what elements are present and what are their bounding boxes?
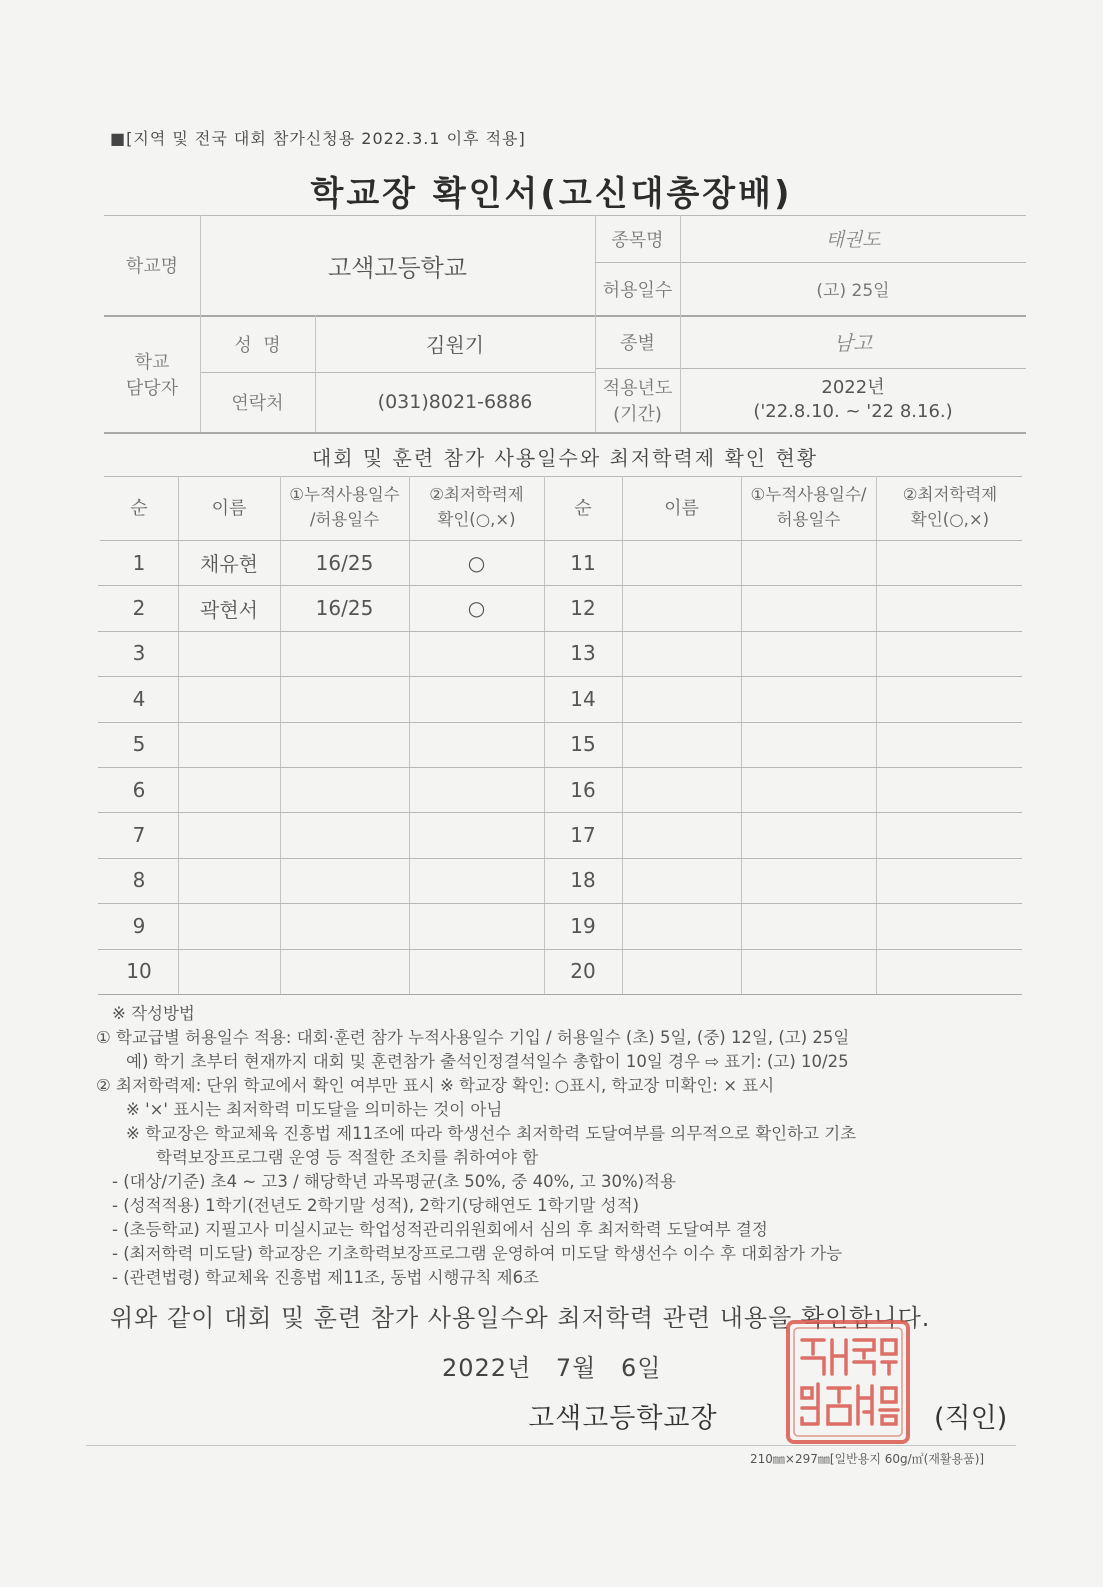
row-seq-right: 18 [570, 868, 596, 893]
row-days-right [741, 949, 876, 994]
header-min-right [876, 476, 1024, 540]
row-days-right [741, 812, 876, 857]
row-name-left: 채유현 [200, 552, 258, 577]
row-seq-left: 2 [132, 596, 146, 621]
header-min-right-line-1: ②최저학력제 [902, 485, 998, 505]
type-value: 남고 [833, 331, 873, 355]
row-name-left [178, 676, 280, 721]
row-days-left: 16/25 [315, 596, 374, 621]
row-seq-right: 13 [570, 641, 596, 666]
year-label [595, 368, 680, 432]
row-name-left [178, 858, 280, 903]
row-days-left [280, 903, 409, 948]
row-days-right [741, 540, 876, 585]
signer-name: 고색고등학교장 [528, 1403, 718, 1434]
row-check-right [876, 858, 1024, 903]
note-line: - (대상/기준) 초4 ~ 고3 / 해당학년 과목평균(초 50%, 중 40%, 고 30%)적용 [112, 1172, 676, 1191]
row-name-right [622, 631, 741, 676]
row-name-right [622, 812, 741, 857]
name-label: 성 명 [234, 334, 281, 356]
page-title: 학교장 확인서(고신대총장배) [310, 174, 793, 214]
note-line: - (초등학교) 지필고사 미실시교는 학업성적관리위원회에서 심의 후 최저학력 도달여부 결정 [112, 1220, 768, 1239]
row-days-right [741, 722, 876, 767]
row-check-left [409, 631, 544, 676]
sport-value: 태권도 [825, 229, 881, 251]
row-check-right [876, 949, 1024, 994]
official-seal-stamp [784, 1318, 912, 1446]
manager-label-line-2: 담당자 [125, 377, 179, 399]
year-value-line-2: ('22.8.10. ~ '22 8.16.) [753, 401, 953, 422]
top-note: ■[지역 및 전국 대회 참가신청용 2022.3.1 이후 적용] [110, 129, 526, 148]
row-check-left [409, 949, 544, 994]
row-days-right [741, 858, 876, 903]
row-seq-right: 20 [570, 959, 596, 984]
row-check-right [876, 903, 1024, 948]
row-seq-right: 11 [570, 550, 596, 575]
row-seq-right: 17 [570, 823, 596, 848]
note-line: ① 학교급별 허용일수 적용: 대회·훈련 참가 누적사용일수 기입 / 허용일수 (초) 5일, (중) 12일, (고) 25일 [96, 1028, 850, 1047]
year-label-line-1: 적용년도 [602, 378, 673, 399]
row-days-left [280, 722, 409, 767]
row-days-left [280, 767, 409, 812]
row-name-left [178, 949, 280, 994]
notes-heading: ※ 작성방법 [112, 1004, 195, 1023]
row-days-right [741, 631, 876, 676]
name-value: 김원기 [426, 333, 484, 357]
row-check-right [876, 631, 1024, 676]
footer-divider [86, 1445, 1016, 1446]
row-check-left [409, 722, 544, 767]
row-check-left [409, 858, 544, 903]
row-check-right [876, 812, 1024, 857]
seal-label: (직인) [934, 1403, 1008, 1434]
contact-value: (031)8021-6886 [377, 391, 533, 413]
year-label-line-2: (기간) [613, 404, 662, 425]
header-name-right: 이름 [664, 497, 699, 519]
row-days-left: 16/25 [315, 550, 374, 575]
row-name-right [622, 676, 741, 721]
row-days-left [280, 676, 409, 721]
note-line: ※ 학교장은 학교체육 진흥법 제11조에 따라 학생선수 최저학력 도달여부를 의무적으로 확인하고 기초 [126, 1124, 857, 1143]
header-min-right-line-2: 확인(○,×) [910, 510, 990, 529]
year-value [680, 368, 1026, 432]
confirmation-text: 위와 같이 대회 및 훈련 참가 사용일수와 최저학력 관련 내용을 확인합니다. [110, 1304, 931, 1332]
row-check-right [876, 767, 1024, 812]
note-line: - (최저학력 미도달) 학교장은 기초학력보장프로그램 운영하여 미도달 학생선수 이수 후 대회참가 가능 [112, 1244, 843, 1263]
school-label: 학교명 [125, 256, 179, 277]
row-days-left [280, 812, 409, 857]
row-seq-left: 8 [132, 868, 146, 893]
note-line: 학력보장프로그램 운영 등 적절한 조치를 취하여야 함 [156, 1148, 539, 1167]
row-seq-right: 16 [570, 777, 596, 802]
row-name-right [622, 858, 741, 903]
row-seq-left: 9 [132, 913, 146, 938]
row-seq-right: 19 [570, 913, 596, 938]
note-line: - (성적적용) 1학기(전년도 2학기말 성적), 2학기(당해연도 1학기말 성적) [112, 1196, 640, 1215]
row-name-right [622, 767, 741, 812]
row-seq-right: 14 [570, 686, 596, 711]
note-line: ※ '×' 표시는 최저학력 미도달을 의미하는 것이 아님 [126, 1100, 503, 1119]
row-days-left [280, 631, 409, 676]
header-used-right-line-1: ①누적사용일수/ [750, 485, 867, 505]
row-check-left: ○ [467, 550, 486, 575]
row-name-right [622, 540, 741, 585]
header-used-right [741, 476, 876, 540]
row-check-right [876, 585, 1024, 630]
header-min-left-line-1: ②최저학력제 [429, 485, 524, 505]
row-seq-left: 4 [132, 686, 146, 711]
manager-label [104, 315, 200, 432]
row-seq-right: 12 [570, 596, 596, 621]
row-check-right [876, 540, 1024, 585]
row-seq-left: 3 [132, 641, 146, 666]
type-label: 종별 [620, 332, 655, 354]
row-name-right [622, 585, 741, 630]
header-used-left-line-1: ①누적사용일수 [289, 485, 400, 505]
table-row-border [98, 994, 1022, 995]
header-used-right-line-2: 허용일수 [776, 510, 841, 529]
row-seq-left: 1 [132, 550, 146, 575]
row-name-left [178, 903, 280, 948]
row-check-left [409, 903, 544, 948]
header-min-left-line-2: 확인(○,×) [437, 510, 516, 529]
header-seq-right: 순 [574, 497, 592, 519]
row-seq-left: 5 [132, 732, 146, 757]
row-name-left [178, 722, 280, 767]
header-used-left-line-2: /허용일수 [309, 510, 380, 529]
row-days-right [741, 903, 876, 948]
allowed-days-label: 허용일수 [602, 279, 673, 301]
header-seq-left: 순 [130, 497, 148, 519]
year-value-line-1: 2022년 [821, 376, 885, 398]
row-check-left: ○ [467, 596, 486, 621]
notes-section [96, 1002, 1036, 1290]
row-check-left [409, 676, 544, 721]
row-check-left [409, 767, 544, 812]
row-seq-right: 15 [570, 732, 596, 757]
info-bottom-border [104, 432, 1026, 434]
school-name: 고색고등학교 [327, 253, 468, 282]
section-title: 대회 및 훈련 참가 사용일수와 최저학력제 확인 현황 [311, 445, 819, 470]
row-seq-left: 10 [126, 959, 152, 984]
note-line: - (관련법령) 학교체육 진흥법 제11조, 동법 시행규칙 제6조 [112, 1268, 539, 1287]
row-check-right [876, 676, 1024, 721]
issue-date: 2022년 7월 6일 [442, 1354, 662, 1382]
row-days-left [280, 949, 409, 994]
allowed-days-value: (고) 25일 [816, 281, 890, 301]
row-days-right [741, 767, 876, 812]
row-name-left [178, 812, 280, 857]
header-used-left [280, 476, 409, 540]
row-name-right [622, 949, 741, 994]
note-line: ② 최저학력제: 단위 학교에서 확인 여부만 표시 ※ 학교장 확인: ○표시, 학교장 미확인: × 표시 [96, 1076, 775, 1095]
header-name-left: 이름 [211, 497, 247, 519]
note-line: 예) 학기 초부터 현재까지 대회 및 훈련참가 출석인정결석일수 총합이 10일 경우 ⇨ 표기: (고) 10/25 [126, 1052, 849, 1071]
contact-label: 연락처 [231, 393, 284, 414]
row-name-right [622, 903, 741, 948]
sport-label: 종목명 [611, 229, 664, 251]
row-days-right [741, 676, 876, 721]
row-days-left [280, 858, 409, 903]
row-days-right [741, 585, 876, 630]
row-name-right [622, 722, 741, 767]
header-min-left [409, 476, 544, 540]
row-name-left [178, 631, 280, 676]
row-name-left: 곽현서 [200, 597, 258, 622]
paper-spec-footer: 210㎜×297㎜[일반용지 60g/㎡(재활용품)] [750, 1452, 985, 1466]
manager-label-line-1: 학교 [134, 351, 170, 373]
row-check-right [876, 722, 1024, 767]
row-seq-left: 7 [132, 823, 146, 848]
row-seq-left: 6 [132, 777, 146, 802]
row-check-left [409, 812, 544, 857]
row-name-left [178, 767, 280, 812]
